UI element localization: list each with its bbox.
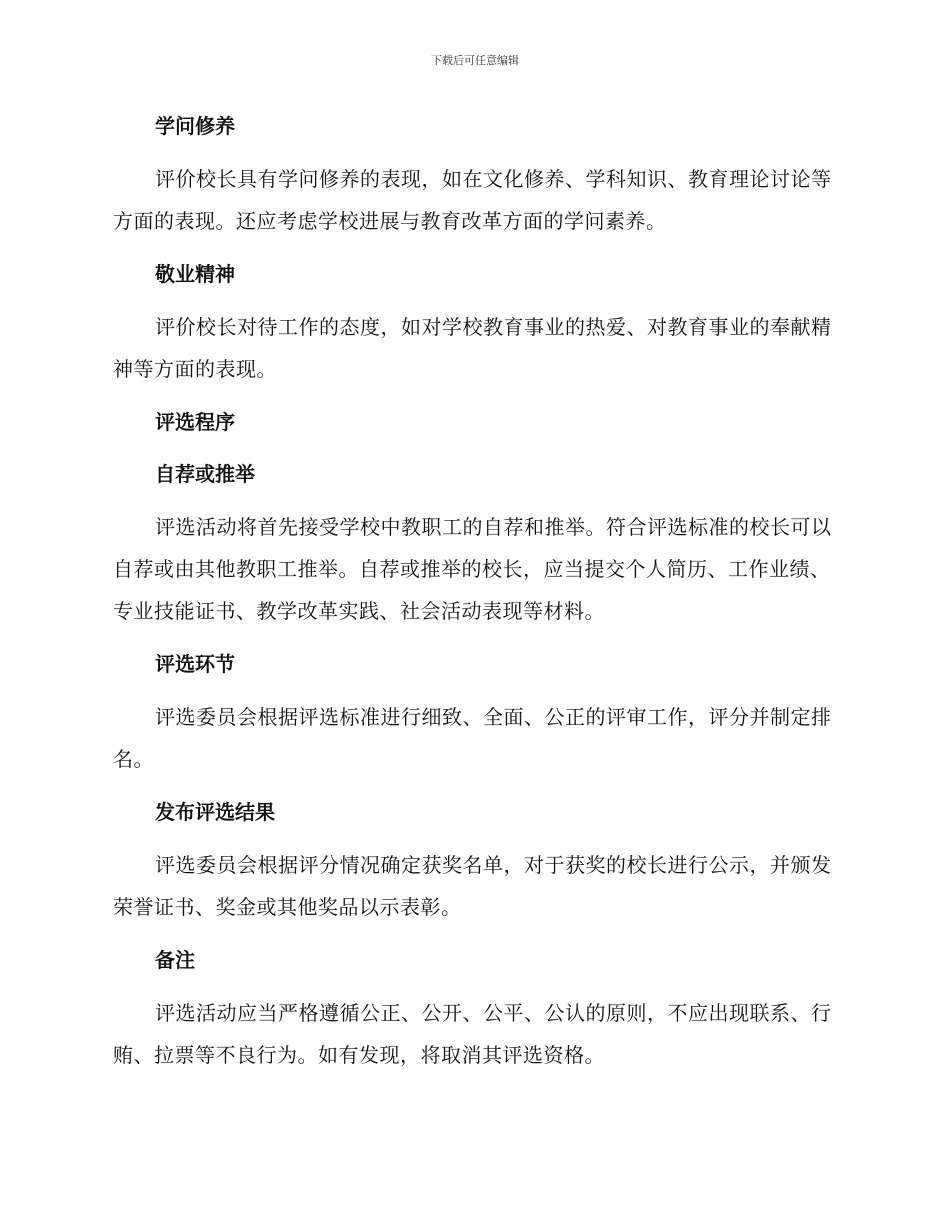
section-heading-xuewen: 学问修养 xyxy=(155,114,235,138)
section-paragraph-huanjie: 评选委员会根据评选标准进行细致、全面、公正的评审工作，评分并制定排名。 xyxy=(113,705,832,771)
section-paragraph-jingye: 评价校长对待工作的态度，如对学校教育事业的热爱、对教育事业的奉献精神等方面的表现。 xyxy=(113,315,832,381)
section-heading-zijian: 自荐或推举 xyxy=(155,462,255,486)
page-header: 下载后可任意编辑 xyxy=(431,54,519,67)
section-paragraph-zijian: 评选活动将首先接受学校中教职工的自荐和推举。符合评选标准的校长可以自荐或由其他教职工推举。自荐或推举的校长，应当提交个人简历、工作业绩、专业技能证书、教学改革实践、社会活动表现等材料。 xyxy=(113,515,832,623)
section-heading-jingye: 敬业精神 xyxy=(155,262,235,286)
section-paragraph-beizhu: 评选活动应当严格遵循公正、公开、公平、公认的原则，不应出现联系、行贿、拉票等不良行为。如有发现，将取消其评选资格。 xyxy=(113,1001,832,1067)
section-paragraph-fabu: 评选委员会根据评分情况确定获奖名单，对于获奖的校长进行公示，并颁发荣誉证书、奖金或其他奖品以示表彰。 xyxy=(113,853,832,919)
section-heading-huanjie: 评选环节 xyxy=(155,652,235,676)
section-heading-beizhu: 备注 xyxy=(155,948,195,972)
section-paragraph-xuewen: 评价校长具有学问修养的表现，如在文化修养、学科知识、教育理论讨论等方面的表现。还应考虑学校进展与教育改革方面的学问素养。 xyxy=(113,167,832,233)
document-body xyxy=(113,106,833,1088)
section-heading-pingxuan-chengxu: 评选程序 xyxy=(155,410,235,434)
section-heading-fabu: 发布评选结果 xyxy=(155,800,275,824)
